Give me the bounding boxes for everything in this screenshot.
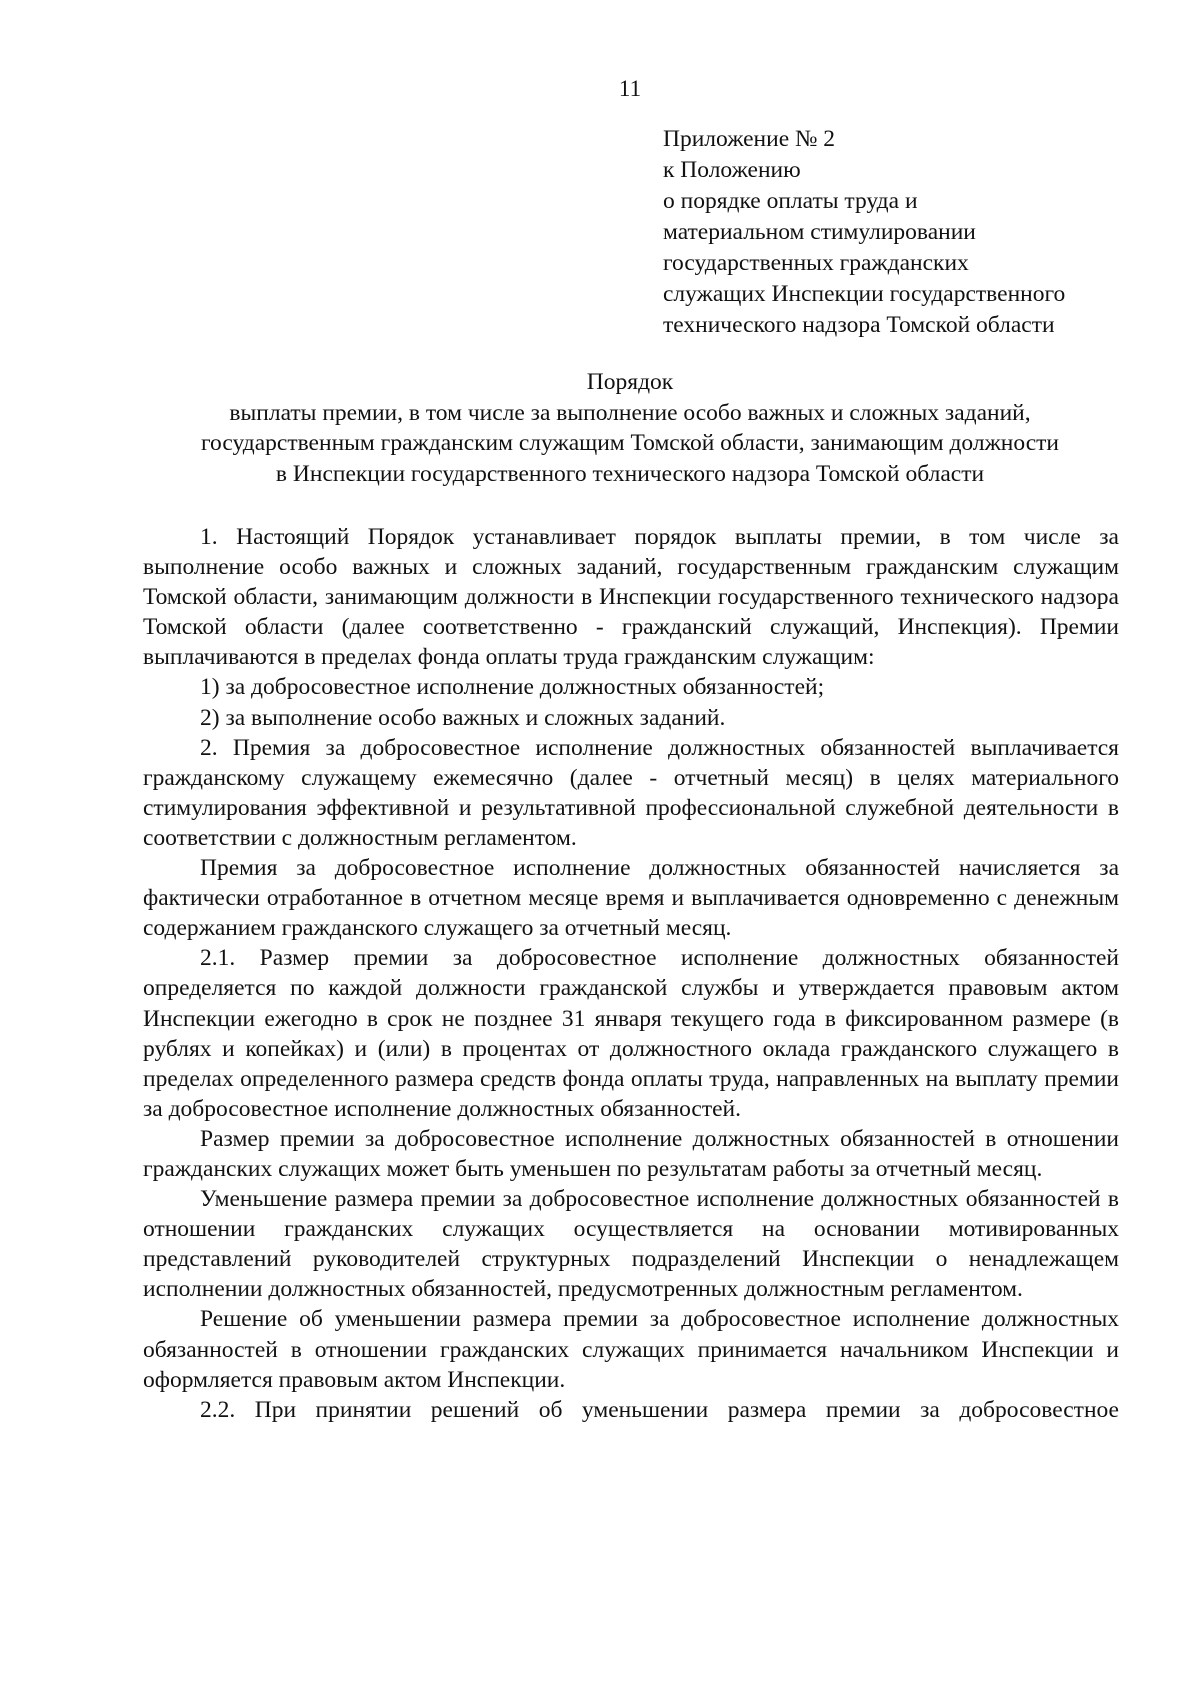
paragraph-2-1: 2.1. Размер премии за добросовестное исполнение должностных обязанностей определяется по каждой должности гражданской службы и утверждается правовым актом Инспекции ежегодно в срок не позднее 31 января текущего года в фиксированном размере (в рублях и копейках) и (или) в процентах от должностного оклада гражданского служащего в пределах определенного размера средств фонда оплаты труда, направленных на выплату премии за добросовестное исполнение должностных обязанностей. (143, 945, 1119, 1122)
appendix-line: о порядке оплаты труда и (663, 188, 918, 214)
paragraph-2-1-reduction: Размер премии за добросовестное исполнение должностных обязанностей в отношении гражданских служащих может быть уменьшен по результатам работы за отчетный месяц. (143, 1125, 1119, 1182)
appendix-line: технического надзора Томской области (663, 312, 1055, 338)
title-line: выплаты премии, в том числе за выполнение особо важных и сложных заданий, (229, 399, 1031, 426)
document-title (140, 367, 1120, 489)
appendix-line: материальном стимулировании (663, 219, 976, 245)
paragraph-2-1-decision: Решение об уменьшении размера премии за добросовестное исполнение должностных обязанностей в отношении гражданских служащих принимается начальником Инспекции и оформляется правовым актом Инспекции. (143, 1306, 1119, 1393)
paragraph-2-2: 2.2. При принятии решений об уменьшении размера премии за добросовестное (200, 1396, 1119, 1423)
list-item-2: 2) за выполнение особо важных и сложных заданий. (200, 704, 726, 731)
appendix-line: государственных гражданских (663, 250, 969, 276)
appendix-line: к Положению (663, 157, 801, 183)
appendix-line: служащих Инспекции государственного (663, 281, 1066, 307)
title-line: государственным гражданским служащим Томской области, занимающим должности (200, 430, 1059, 456)
paragraph-1: 1. Настоящий Порядок устанавливает порядок выплаты премии, в том числе за выполнение особо важных и сложных заданий, государственным гражданским служащим Томской области, занимающим должности в Инспекции государственного технического надзора Томской области (далее соответственно - гражданский служащий, Инспекция). Премии выплачиваются в пределах фонда оплаты труда гражданским служащим: (143, 524, 1119, 671)
list-item-1: 1) за добросовестное исполнение должностных обязанностей; (200, 674, 825, 701)
title-heading: Порядок (586, 369, 674, 395)
page-number: 11 (618, 76, 642, 101)
appendix-header (663, 124, 1065, 341)
paragraph-2-1-basis: Уменьшение размера премии за добросовестное исполнение должностных обязанностей в отношении гражданских служащих осуществляется на основании мотивированных представлений руководителей структурных подразделений Инспекции о ненадлежащем исполнении должностных обязанностей, предусмотренных должностным регламентом. (143, 1186, 1119, 1303)
paragraph-2-continued: Премия за добросовестное исполнение должностных обязанностей начисляется за фактически отработанное в отчетном месяце время и выплачивается одновременно с денежным содержанием гражданского служащего за отчетный месяц. (143, 855, 1119, 942)
document-body (143, 522, 1119, 1425)
title-line: в Инспекции государственного технического надзора Томской области (275, 460, 985, 487)
appendix-line: Приложение № 2 (663, 126, 836, 152)
paragraph-2: 2. Премия за добросовестное исполнение должностных обязанностей выплачивается гражданскому служащему ежемесячно (далее - отчетный месяц) в целях материального стимулирования эффективной и результативной профессиональной служебной деятельности в соответствии с должностным регламентом. (143, 734, 1119, 851)
